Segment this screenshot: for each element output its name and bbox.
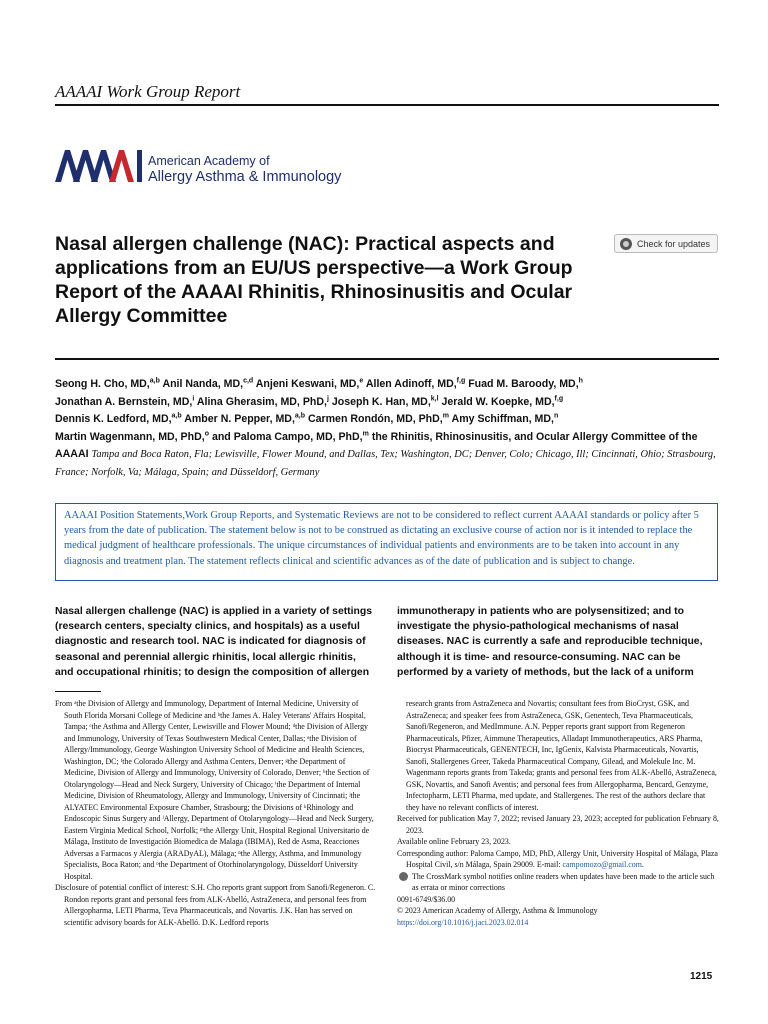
crossmark-note: The CrossMark symbol notifies online readers when updates have been made to the article such as errata or minor corrections: [397, 871, 719, 894]
author: Dennis K. Ledford, MD,$^{a,b}$: [55, 412, 182, 425]
author: Joseph K. Han, MD,$^{k,l}$: [331, 394, 439, 408]
author: Allen Adinoff, MD,$^{f,g}$: [365, 377, 466, 390]
author: Jonathan A. Bernstein, MD,$^i$: [55, 394, 195, 408]
author: Martin Wagenmann, MD, PhD,$^o$: [55, 429, 209, 443]
aaaai-logo-mark: [55, 146, 145, 186]
disclosure-footnote: Disclosure of potential conflict of interest: S.H. Cho reports grant support from Sanofi/Regeneron. C. Rondon reports grant and personal fees from ALK-Abelló, AstraZeneca, and personal fees from Allergopharma, LETI Pharma, Teva Pharmaceuticals, and Novartis. J.K. Han has served on scientific advisory boards for ALK-Abelló. D.K. Ledford reports: [55, 883, 376, 927]
article-title: Nasal allergen challenge (NAC): Practical aspects and applications from an EU/US perspective—a Work Group Report of the AAAAI Rhinitis, Rhinosinusitis and Ocular Allergy Committee: [55, 233, 573, 327]
author-committee: the Rhinitis, Rhinosinusitis, and Ocular Allergy Committee of the AAAAI: [55, 430, 698, 460]
affiliation-footnote: From ᵃthe Division of Allergy and Immunology, Department of Internal Medicine, University of South Florida Morsani College of Medicine and ᵇthe James A. Haley Veterans' Affairs Hospital, Tampa; ᶜthe Asthma and Allergy Center, Lewisville and Flower Mound; ᵈthe Division of Allergy and Immunology, University of Texas Southwestern Medical Center, Dallas; ᵉthe Division of Allergy/Immunology, George Washington University School of Medicine and Health Sciences, Washington, DC; ᶠthe Colorado Allergy and Asthma Centers, Denver; ᵍthe Department of Medicine, Division of Allergy and Immunology, University of Colorado, Denver; ʰthe Section of Otolaryngology—Head and Neck Surgery, University of Chicago; ⁱthe Department of Internal Medicine, Division of Rheumatology, Allergy and Immunology, University of Cincinnati; ʲthe ALYATEC Environmental Exposure Chamber, Strasbourg; the Divisions of ᵏRhinology and Endoscopic Sinus Surgery and ˡAllergy, Department of Otolaryngology—Head and Neck Surgery, Eastern Virginia Medical School, Norfolk; ᵐthe Allergy Unit, Hospital Regional Universitario de Málaga, Instituto de Investigación Biomedica de Malaga (IBIMA), Red de Asma, Reacciones Adversas a Farmacos y Alergia (ARADyAL), Málaga; ⁿthe Allergy, Asthma, and Immunology Specialists, Boca Raton; and ᵒthe Department of Otorhinolaryngology, Düsseldorf University Hospital.: [55, 699, 374, 881]
footnote-rule: [55, 691, 101, 692]
email-link[interactable]: campomozo@gmail.com: [562, 860, 642, 869]
disclosure-continued: research grants from AstraZeneca and Novartis; consultant fees from BioCryst, GSK, and AstraZeneca; and speaker fees from AstraZeneca, GSK, Genentech, Teva Pharmaceuticals, Sanofi/Regeneron, and MedImmune. A.N. Pepper reports grant support from Regeneron Pharmaceuticals, Pfizer, Aimmune Therapeutics, Alladapt Immunotherapeutics, ARS Pharma, Biocryst Pharmaceuticals, GENENTECH, Inc, IgGenix, Kalvista Pharmaceuticals, Novartis, Sanofi, Stallergenes Greer, Takeda Pharmaceutical Company, Gilead, and Molekule Inc. M. Wagenmann reports grants from Takeda; grants and personal fees from ALK-Abelló, AstraZeneca, GSK, Novartis, and Sanofi Aventis; and personal fees from Allergopharma, Bencard, Genzyme, Infectopharm, LETI Pharma, med update, and Stallergenes. The rest of the authors declare that they have no relevant conflicts of interest.: [406, 699, 717, 812]
author-list: [55, 376, 720, 481]
check-for-updates-button[interactable]: [614, 234, 718, 253]
title-rule: [55, 358, 719, 360]
issn: 0091-6749/$36.00: [397, 894, 456, 904]
aaaai-disclaimer-box: AAAAI Position Statements,Work Group Reports, and Systematic Reviews are not to be considered to reflect current AAAAI standards or policy after 5 years from the date of publication. The statement below is not to be construed as dictating an exclusive course of action nor is it intended to replace the medical judgment of healthcare professionals. The unique circumstances of individual patients and environments are to be taken into account in any diagnosis and treatment plan. The statement reflects clinical and scientific advances as of the date of publication and is subject to change.: [55, 503, 718, 581]
logo-line1: American Academy of: [148, 154, 270, 168]
author: and Paloma Campo, MD, PhD,$^m$: [211, 429, 369, 443]
author: Jerald W. Koepke, MD,$^{f,g}$: [441, 394, 564, 408]
page-number: 1215: [690, 971, 713, 982]
available-online: Available online February 23, 2023.: [397, 837, 511, 846]
author: Fuad M. Baroody, MD,$^h$: [468, 377, 583, 390]
crossmark-small-icon: [399, 872, 408, 881]
abstract-column-left: Nasal allergen challenge (NAC) is applied in a variety of settings (research centers, specialty clinics, and hospitals) as a useful diagnostic and research tool. NAC is indicated for diagnosis of seasonal and perennial allergic rhinitis, local allergic rhinitis, and occupational rhinitis; to design the composition of allergen: [55, 606, 373, 678]
check-for-updates-label: Check for updates: [637, 238, 711, 249]
journal-series-header: AAAAI Work Group Report: [55, 82, 241, 101]
author: Amy Schiffman, MD,$^n$: [451, 412, 559, 425]
copyright: © 2023 American Academy of Allergy, Asthma & Immunology: [397, 906, 598, 915]
header-rule: [55, 104, 719, 106]
abstract-column-right: immunotherapy in patients who are polysensitized; and to investigate the physio-pathological mechanisms of nasal diseases. NAC is currently a safe and reproducible technique, although it is time- and resource-consuming. NAC can be performed by a variety of methods, but the lack of a uniform: [397, 606, 703, 678]
crossmark-icon: [620, 238, 632, 250]
footnotes-right: [397, 698, 719, 928]
author: Anjeni Keswani, MD,$^e$: [255, 377, 364, 390]
author: Seong H. Cho, MD,$^{a,b}$: [55, 377, 160, 390]
author: Amber N. Pepper, MD,$^{a,b}$: [184, 412, 306, 425]
logo-line2: Allergy Asthma & Immunology: [148, 169, 342, 185]
received-dates: Received for publication May 7, 2022; revised January 23, 2023; accepted for publication February 8, 2023.: [397, 814, 719, 835]
author: Carmen Rondón, MD, PhD,$^m$: [307, 412, 449, 425]
author: Alina Gherasim, MD, PhD,$^j$: [196, 394, 329, 408]
author: Anil Nanda, MD,$^{c,d}$: [162, 377, 254, 390]
affiliation-locations: Tampa and Boca Raton, Fla; Lewisville, Flower Mound, and Dallas, Tex; Washington, DC; Denver, Colo; Chicago, Ill; Cincinnati, Ohio; Strasbourg, France; Norfolk, Va; Málaga, Spain; and Düsseldorf, Germany: [55, 449, 716, 478]
corresponding-author: Corresponding author: Paloma Campo, MD, PhD, Allergy Unit, University Hospital of Málaga, Plaza Hospital Civil, s/n Málaga, Spain 29009. E-mail: campomozo@gmail.com.: [397, 848, 718, 869]
doi-link[interactable]: https://doi.org/10.1016/j.jaci.2023.02.014: [397, 917, 529, 927]
logo-wordmark: [148, 153, 341, 185]
footnotes-left: [55, 698, 378, 928]
